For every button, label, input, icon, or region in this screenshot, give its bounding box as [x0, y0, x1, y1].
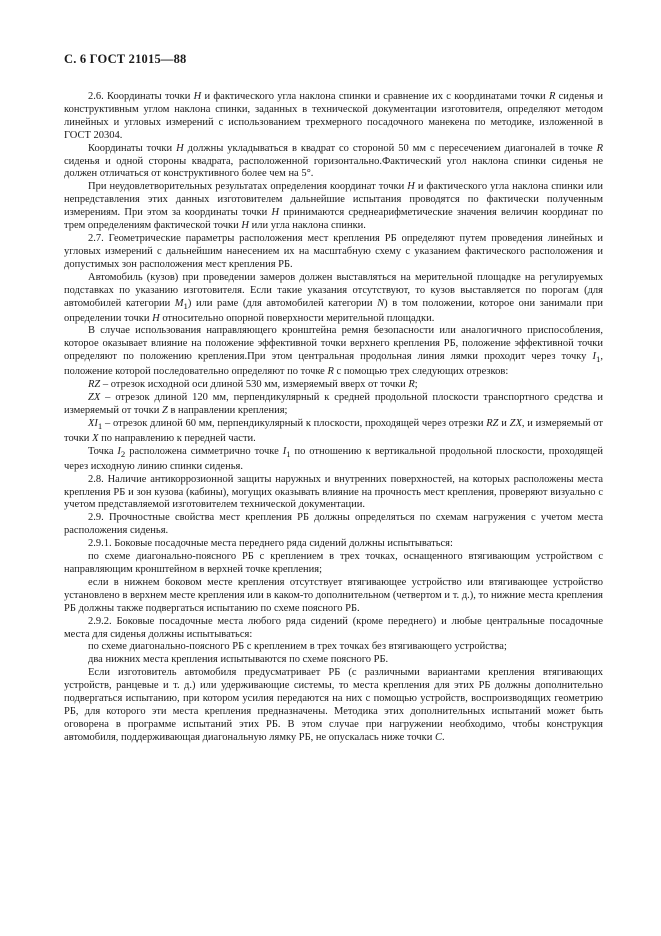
paragraph: $XI_1$ – отрезок длиной 60 мм, перпендикулярный к плоскости, проходящей через отрезки RZ и ZX, и измеряемый от точки X по направлению к передней части. [64, 417, 603, 444]
paragraph: Координаты точки Н должны укладываться в квадрат со стороной 50 мм с пересечением диагоналей в точке R сиденья и одной стороны квадрата, расположенной горизонтально.Фактический угол наклона спинки сиденья не должен отличаться от конструктивного более чем на 5°. [64, 142, 604, 180]
paragraph: Если изготовитель автомобиля предусматривает РБ (с различными вариантами крепления втягивающих устройств, ранцевые и т. д.) или удерживающие системы, то места крепления для этих РБ должны дополнительно подвергаться испытанию, при котором усилия передаются на них с помощью устройств, воспроизводящих геометрию РБ, для которого эти места крепления предназначены. Методика этих дополнительных испытаний может быть оговорена в программе испытаний этих РБ. В этом случае при нагружении необходимо, чтобы конструкция автомобиля, поддерживающая диагональную лямку РБ, не опускалась ниже точки С. [64, 667, 603, 743]
paragraph: 2.8. Наличие антикоррозионной защиты наружных и внутренних поверхностей, на которых расположены места крепления РБ и зон кузова (кабины), могущих оказывать влияние на прочность мест крепления, проверяют визуально с учетом представляемой изготовителем технической документации. [64, 473, 603, 511]
paragraph: ZX – отрезок длиной 120 мм, перпендикулярный к средней продольной плоскости транспортного средства и измеряемый от точки Z в направлении крепления; [64, 392, 603, 416]
paragraph: 2.9.2. Боковые посадочные места любого ряда сидений (кроме переднего) и любые центральные посадочные места для сиденья должны испытываться: [64, 615, 603, 640]
paragraph: Точка $I_2$ расположена симметрично точке $I_1$ по отношению к вертикальной продольной плоскости, проходящей через исходную линию спинки сиденья. [64, 445, 603, 472]
document-body [64, 91, 603, 745]
paragraph: два нижних места крепления испытываются по схеме поясного РБ. [88, 654, 389, 666]
paragraph: 2.7. Геометрические параметры расположения мест крепления РБ определяют путем проведения линейных и угловых измерений с дальнейшим нанесением их на масштабную схему с указанием фактического расположения и допустимых зон расположения мест крепления РБ. [64, 232, 603, 270]
paragraph: если в нижнем боковом месте крепления отсутствует втягивающее устройство или втягивающее устройство установлено в верхнем месте крепления или в каком-то дополнительном (четвертом и т. д.), то нижние места крепления РБ должны также подвергаться испытанию по схеме поясного РБ. [64, 576, 603, 614]
paragraph: Автомобиль (кузов) при проведении замеров должен выставляться на мерительной площадке на регулируемых подставках по указанию изготовителя. Если такие указания отсутствуют, то кузов выставляется по порогам (для автомобилей категории $M_1$) или раме (для автомобилей категории N) в том положении, которое они занимали при определении точки Н относительно опорной поверхности мерительной площадки. [64, 271, 603, 324]
paragraph: RZ – отрезок исходной оси длиной 530 мм, измеряемый вверх от точки R; [88, 379, 418, 391]
paragraph: 2.6. Координаты точки Н и фактического угла наклона спинки и сравнение их с координатами точки R сиденья и конструктивным углом наклона спинки, заданных в технической документации изготовителя, определяют методом линейных и угловых измерений с использованием трехмерного посадочного манекена по методике, изложенной в ГОСТ 20304. [64, 91, 604, 141]
paragraph: В случае использования направляющего кронштейна ремня безопасности или аналогичного приспособления, которое оказывает влияние на положение эффективной точки верхнего крепления РБ, положение эффективной точки определяют по положению крепления.При этом центральная продольная линия лямки проходит через точку $I_1$, положение которой последовательно определяют по точке R с помощью трех следующих отрезков: [64, 325, 603, 378]
page-header: С. 6 ГОСТ 21015—88 [64, 52, 187, 66]
paragraph: по схеме диагонально-поясного РБ с креплением в трех точках, оснащенного втягивающим устройством с направляющим кронштейном в верхней точке крепления; [64, 551, 603, 575]
paragraph: При неудовлетворительных результатах определения координат точки Н и фактического угла наклона спинки или непредставления этих данных изготовителем дальнейшие испытания проводятся по фактически полученным измерениям. При этом за координаты точки Н принимаются среднеарифметические значения величин координат по трем определениям фактической точки Н или угла наклона спинки. [64, 181, 603, 232]
paragraph: по схеме диагонально-поясного РБ с креплением в трех точках без втягивающего устройства; [88, 641, 507, 653]
paragraph: 2.9. Прочностные свойства мест крепления РБ должны определяться по схемам нагружения с учетом места расположения сиденья. [64, 512, 603, 537]
paragraph: 2.9.1. Боковые посадочные места переднего ряда сидений должны испытываться: [88, 538, 453, 550]
